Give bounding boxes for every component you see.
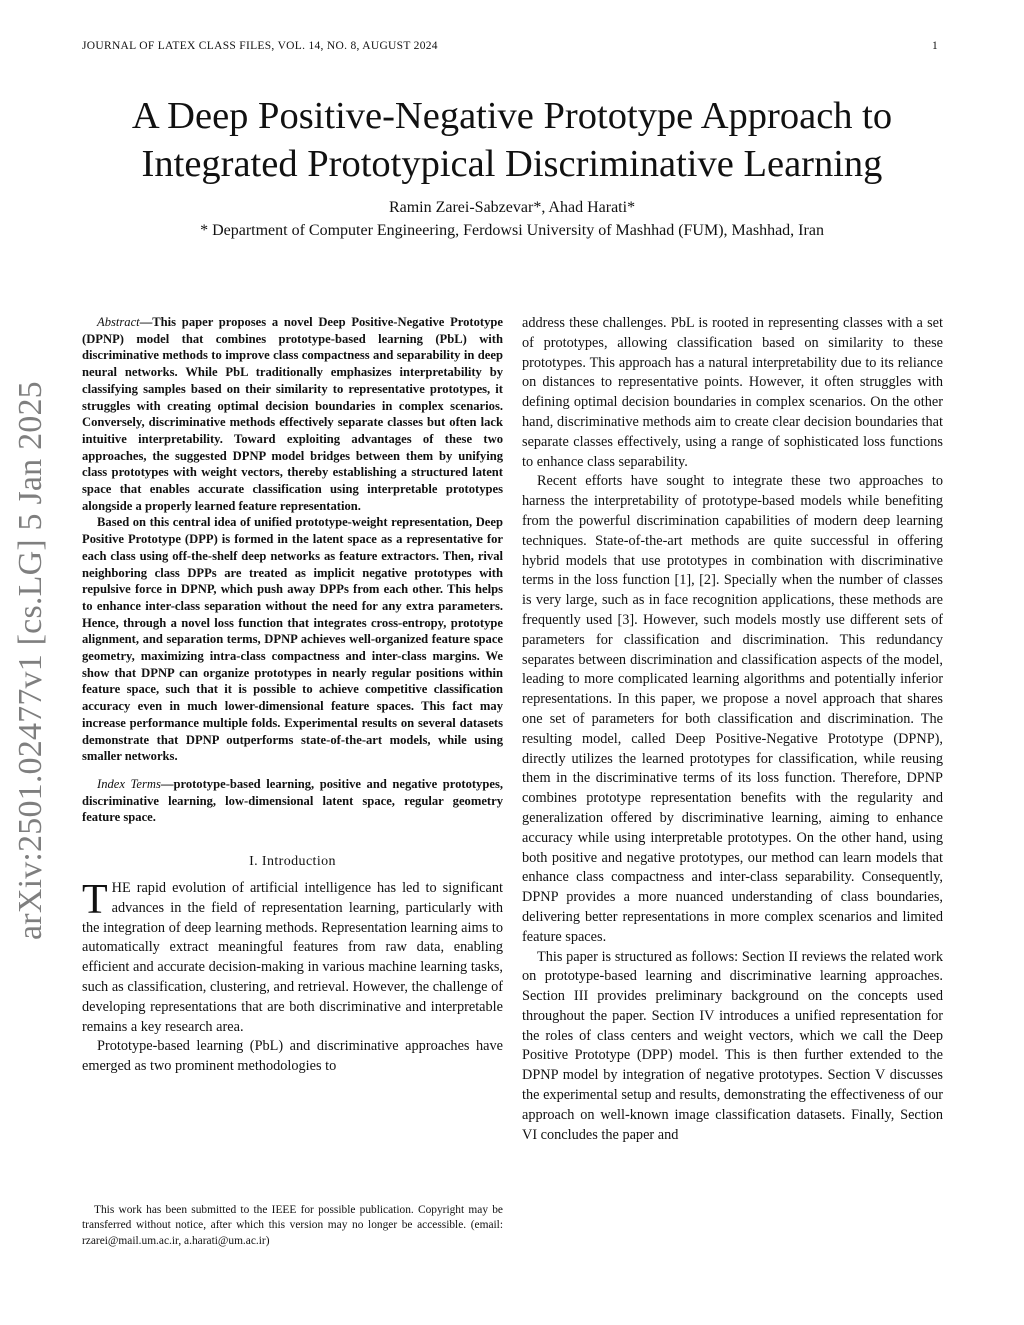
section-heading-introduction: I. Introduction xyxy=(249,854,336,870)
left-column xyxy=(82,314,503,1077)
title-line-2: Integrated Prototypical Discriminative Learning xyxy=(141,143,883,185)
index-terms-text: —prototype-based learning, positive and negative prototypes, discriminative learning, low-dimensional latent space, regular geometry feature space. xyxy=(82,776,503,825)
abstract-paragraph-2: Based on this central idea of unified prototype-weight representation, Deep Positive Prototype (DPP) is formed in the latent space as a representative for each class using off-the-shelf deep networks as feature extractors. Then, rival neighboring class DPPs are treated as implicit negative prototypes with repulsive force in DPNP, which push away DPPs from each other. This helps to enhance inter-class separation without the need for any extra parameters. Hence, through a novel loss function that integrates cross-entropy, prototype alignment, and separation terms, DPNP achieves well-organized feature space geometry, maximizing intra-class compactness and inter-class margins. We show that DPNP can organize prototypes in nearly regular positions within feature space, such that it is possible to achieve competitive classification accuracy even in much lower-dimensional feature spaces. This fact may increase performance multiple folds. Experimental results on several datasets demonstrate that DPNP outperforms state-of-the-art models, while using smaller networks. xyxy=(82,515,503,764)
running-head: JOURNAL OF LATEX CLASS FILES, VOL. 14, NO. 8, AUGUST 2024 xyxy=(82,40,438,52)
drop-cap: T xyxy=(82,877,108,924)
footnote-text: This work has been submitted to the IEEE for possible publication. Copyright may be transferred without notice, after which this version may no longer be accessible. (email: rzarei@mail.um.ac.ir, a.harati@um.ac.ir) xyxy=(82,1204,503,1247)
author-list: Ramin Zarei-Sabzevar*, Ahad Harati* xyxy=(388,199,636,216)
intro-paragraph-1-text: HE rapid evolution of artificial intelligence has led to significant advances in the field of representation learning, particularly with the integration of deep learning methods. Representation learning aims to automatically extract meaningful features from raw data, enabling efficient and accurate decision-making in various machine learning tasks, such as classification, clustering, and retrieval. However, the challenge of developing representations that are both discriminative and interpretable remains a key research area. xyxy=(82,880,503,1035)
abstract-label: Abstract xyxy=(97,315,140,329)
index-terms-label: Index Terms xyxy=(97,776,161,791)
index-terms xyxy=(82,776,503,826)
affiliation: * Department of Computer Engineering, Ferdowsi University of Mashhad (FUM), Mashhad, Iran xyxy=(200,222,824,239)
arxiv-identifier-stamp: arXiv:2501.02477v1 [cs.LG] 5 Jan 2025 xyxy=(12,381,49,940)
intro-paragraph-4: This paper is structured as follows: Section II reviews the related work on prototype-based learning and discriminative learning approaches. Section III provides preliminary background on the concepts used throughout the paper. Section IV introduces a unified representation for the roles of class centers and weight vectors, which we call the Deep Positive Prototype (DPP) model. This is then further extended to the DPNP model by integration of negative prototypes. Section V discusses the experimental setup and results, demonstrating the effectiveness of our approach on well-known image classification datasets. Finally, Section VI concludes the paper and xyxy=(522,948,943,1143)
abstract-text-1: —This paper proposes a novel Deep Positive-Negative Prototype (DPNP) model that combines prototype-based learning (PbL) with discriminative methods to improve class compactness and separability in deep neural networks. While PbL traditionally emphasizes interpretability by classifying samples based on their similarity to representative prototypes, it struggles with creating optimal decision boundaries in complex scenarios. Conversely, discriminative methods effectively separate classes but often lack intuitive interpretability. Toward exploiting advantages of these two approaches, the suggested DPNP model bridges between them by unifying class prototypes with weight vectors, thereby establishing a structured latent space that enables accurate classification using interpretable prototypes alongside a properly learned feature representation. xyxy=(82,315,503,513)
right-column xyxy=(522,314,943,1145)
abstract-paragraph-1 xyxy=(82,314,503,514)
intro-paragraph-3: Recent efforts have sought to integrate these two approaches to harness the interpretability of prototype-based models while benefiting from the powerful discrimination capabilities of modern deep learning techniques. State-of-the-art methods are quite successful in offering hybrid models that use prototypes in combination with discriminative terms in the loss function [1], [2]. Specially when the number of classes is very large, such as in face recognition applications, these methods are frequently used [3]. However, such models mostly use different sets of parameters for classification and discrimination. This redundancy separates between discrimination and classification aspects of the model, leading to more complicated learning algorithms and potentially inferior representations. In this paper, we propose a novel approach that shares one set of parameters for both classification and discrimination. The resulting model, called Deep Positive-Negative Prototype (DPNP), directly utilizes the learned prototypes for classification, while reusing them in the discriminative terms of its loss function. Therefore, DPNP combines prototype representation benefits with the regularity and generalization offered by discriminative learning, aiming to enhance accuracy while using interpretable prototypes. On the other hand, using both positive and negative prototypes, our method can learn models that enhance class compactness and inter-class separability. Consequently, DPNP provides a more nuanced understanding of class boundaries, delivering better representations in more complex scenarios and limited feature spaces. xyxy=(522,473,943,945)
footnote xyxy=(82,1203,503,1249)
title-line-1: A Deep Positive-Negative Prototype Approach to xyxy=(131,95,893,137)
page-number: 1 xyxy=(932,40,938,52)
intro-paragraph-1 xyxy=(82,879,503,1037)
intro-paragraph-2: Prototype-based learning (PbL) and discriminative approaches have emerged as two prominent methodologies to xyxy=(82,1038,503,1075)
paper-title xyxy=(0,92,1024,188)
intro-paragraph-2-continued: address these challenges. PbL is rooted in representing classes with a set of prototypes, allowing classification based on similarity to these prototypes. This approach has a natural interpretability due to its reliance on distances to representative points. However, it often struggles with defining optimal decision boundaries in complex scenarios. On the other hand, discriminative methods aim to create clear decision boundaries that separate classes effectively, using a range of sophisticated loss functions to enhance class separability. xyxy=(522,315,943,470)
